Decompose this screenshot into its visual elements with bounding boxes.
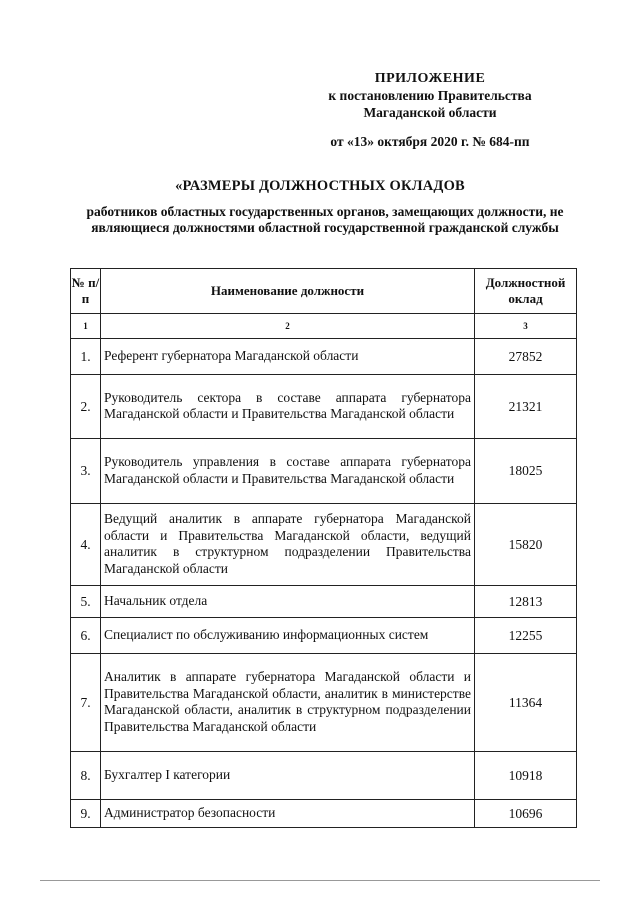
table-row bbox=[71, 800, 577, 828]
salary-value: 12255 bbox=[475, 618, 577, 654]
salary-value: 12813 bbox=[475, 586, 577, 618]
appendix-line-1: к постановлению Правительства bbox=[328, 88, 532, 103]
salary-value: 11364 bbox=[475, 654, 577, 752]
column-index-1: 1 bbox=[71, 314, 101, 339]
salary-value: 21321 bbox=[475, 375, 577, 439]
column-index-row bbox=[71, 314, 577, 339]
appendix-heading: ПРИЛОЖЕНИЕ bbox=[374, 71, 486, 86]
salary-value: 27852 bbox=[475, 339, 577, 375]
position-name: Начальник отдела bbox=[101, 586, 475, 618]
document-title: «РАЗМЕРЫ ДОЛЖНОСТНЫХ ОКЛАДОВ bbox=[175, 178, 465, 194]
table-row bbox=[71, 586, 577, 618]
header-salary: Должностной оклад bbox=[475, 269, 577, 314]
column-index-3: 3 bbox=[475, 314, 577, 339]
position-name: Бухгалтер I категории bbox=[101, 752, 475, 800]
header-name: Наименование должности bbox=[101, 269, 475, 314]
document-subtitle: работников областных государственных органов, замещающих должности, не являющиеся должностями областной государственной гражданской службы bbox=[86, 204, 564, 235]
scan-bottom-line bbox=[40, 880, 600, 881]
position-name: Референт губернатора Магаданской области bbox=[101, 339, 475, 375]
position-name: Аналитик в аппарате губернатора Магаданской области и Правительства Магаданской области, аналитик в министерстве Магаданской области, аналитик в структурном подразделении Правительства Магаданской области bbox=[101, 654, 475, 752]
row-number: 8. bbox=[71, 752, 101, 800]
appendix-line-2: Магаданской области bbox=[363, 105, 497, 120]
table-row bbox=[71, 439, 577, 504]
row-number: 2. bbox=[71, 375, 101, 439]
position-name: Специалист по обслуживанию информационных систем bbox=[101, 618, 475, 654]
salary-value: 15820 bbox=[475, 504, 577, 586]
position-name: Руководитель сектора в составе аппарата губернатора Магаданской области и Правительства Магаданской области bbox=[101, 375, 475, 439]
header-row bbox=[71, 269, 577, 314]
salary-value: 10696 bbox=[475, 800, 577, 828]
position-name: Руководитель управления в составе аппарата губернатора Магаданской области и Правительства Магаданской области bbox=[101, 439, 475, 504]
appendix-block bbox=[300, 70, 560, 150]
appendix-date: от «13» октября 2020 г. № 684-пп bbox=[330, 134, 530, 149]
header-num: № п/п bbox=[71, 269, 101, 314]
row-number: 9. bbox=[71, 800, 101, 828]
row-number: 5. bbox=[71, 586, 101, 618]
salary-table bbox=[70, 268, 577, 828]
table-row bbox=[71, 504, 577, 586]
position-name: Ведущий аналитик в аппарате губернатора Магаданской области и Правительства Магаданской области, ведущий аналитик в структурном подразделении Правительства Магаданской области bbox=[101, 504, 475, 586]
table-row bbox=[71, 375, 577, 439]
salary-value: 10918 bbox=[475, 752, 577, 800]
position-name: Администратор безопасности bbox=[101, 800, 475, 828]
table-row bbox=[71, 339, 577, 375]
row-number: 4. bbox=[71, 504, 101, 586]
row-number: 6. bbox=[71, 618, 101, 654]
table-row bbox=[71, 618, 577, 654]
table-row bbox=[71, 654, 577, 752]
column-index-2: 2 bbox=[101, 314, 475, 339]
table-row bbox=[71, 752, 577, 800]
salary-value: 18025 bbox=[475, 439, 577, 504]
row-number: 3. bbox=[71, 439, 101, 504]
row-number: 1. bbox=[71, 339, 101, 375]
row-number: 7. bbox=[71, 654, 101, 752]
